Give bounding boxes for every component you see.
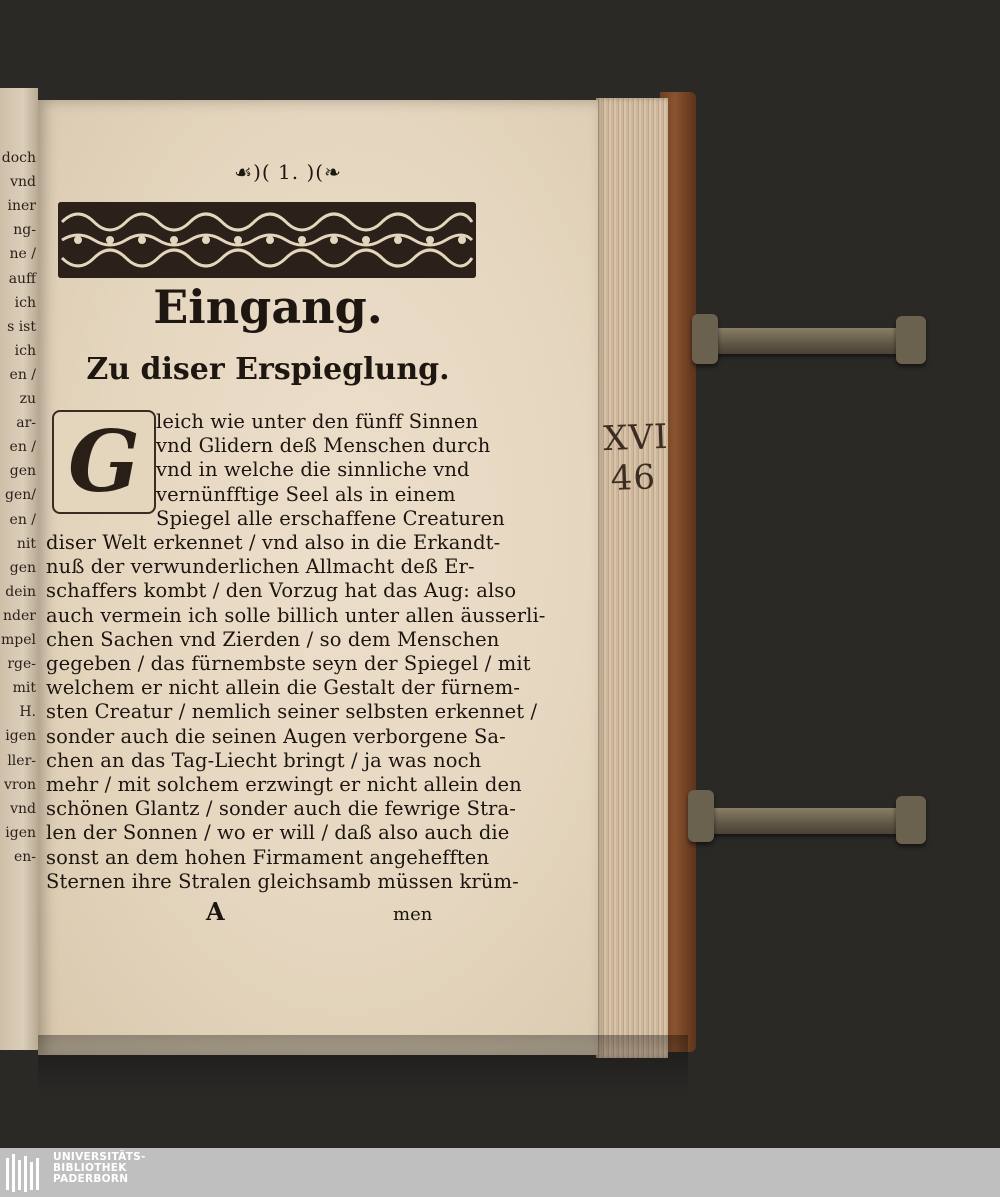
body-line: gegeben / das fürnembste seyn der Spiegel / mit: [46, 652, 531, 675]
clasp-lower: [700, 808, 910, 834]
left-page-text-fragment: ar-: [16, 415, 36, 432]
body-line: auch vermein ich solle billich unter allen äusserli-: [46, 603, 546, 627]
body-line: welchem er nicht allein die Gestalt der fürnem-: [46, 676, 521, 700]
body-line: chen an das Tag-Liecht bringt / ja was noch: [46, 748, 482, 772]
spine-label: [603, 417, 671, 499]
library-name-line-2: BIBLIOTHEK: [53, 1162, 127, 1174]
book-shadow: [38, 1035, 688, 1095]
library-name: [53, 1152, 146, 1185]
body-line: diser Welt erkennet / vnd also in die Erkandt-: [46, 531, 501, 554]
left-page-text-fragment: ne /: [9, 246, 36, 263]
left-page-text-fragment: ng-: [13, 222, 36, 239]
page-number: ☙)( 1. )(❧: [234, 160, 342, 184]
left-page-text-fragment: vron: [3, 776, 36, 793]
left-page-text-fragment: en /: [9, 511, 36, 528]
decorated-initial-letter: G: [68, 412, 140, 511]
left-page-text-fragment: s ist: [7, 318, 36, 335]
body-line: schaffers kombt / den Vorzug hat das Aug: also: [46, 579, 517, 603]
left-page-text-fragment: en /: [9, 439, 36, 456]
left-page-text-fragment: nder: [3, 607, 36, 624]
left-page-text-fragment: igen: [5, 728, 36, 745]
clasp-lower-end: [896, 796, 926, 844]
left-page-text-fragment: vnd: [10, 174, 36, 191]
library-name-line-1: UNIVERSITÄTS-: [53, 1151, 146, 1163]
left-page-text-fragment: en-: [13, 848, 36, 865]
spine-label-line-2: 46: [610, 457, 657, 499]
left-page-text-fragment: vnd: [10, 800, 36, 817]
left-page-text-fragment: ich: [14, 294, 36, 311]
library-logo-icon: [4, 1152, 44, 1194]
left-page-text-fragment: ller-: [7, 752, 36, 769]
left-page-edge: [0, 88, 38, 1050]
ornament-band-pattern: [58, 202, 476, 278]
left-page-text-fragment: gen: [9, 559, 36, 576]
catchword: men: [393, 904, 433, 925]
left-page-text-fragment: H.: [19, 704, 36, 721]
left-page-text-fragment: rge-: [7, 656, 36, 673]
signature-mark: A: [206, 897, 225, 926]
body-line: nuß der verwunderlichen Allmacht deß Er-: [46, 555, 475, 579]
body-line: chen Sachen vnd Zierden / so dem Menschen: [46, 627, 500, 651]
left-page-text-fragment: doch: [1, 150, 36, 166]
spine-label-line-1: XVI: [602, 416, 670, 460]
body-line: leich wie unter den fünff Sinnen: [156, 410, 479, 433]
clasp-upper-hinge: [692, 314, 718, 364]
body-line: sonst an dem hohen Firmament angehefften: [46, 845, 490, 869]
body-line: sten Creatur / nemlich seiner selbsten erkennet /: [46, 700, 538, 724]
body-line: vnd in welche die sinnliche vnd: [156, 458, 470, 482]
clasp-upper: [700, 328, 910, 354]
decorated-initial: [52, 410, 156, 514]
body-line: mehr / mit solchem erzwingt er nicht allein den: [46, 773, 522, 796]
left-page-text-fragment: nit: [16, 535, 36, 552]
body-line: vernünfftige Seel als in einem: [156, 482, 456, 506]
chapter-subheading: Zu diser Erspieglung.: [86, 352, 450, 387]
left-page-text-fragment: ich: [14, 342, 36, 359]
left-page-text-fragment: en /: [9, 366, 36, 383]
left-page-text-fragment: auff: [8, 270, 36, 287]
clasp-lower-hinge: [688, 790, 714, 842]
body-line: len der Sonnen / wo er will / daß also auch die: [46, 821, 510, 845]
right-page: [38, 100, 598, 1055]
clasp-upper-end: [896, 316, 926, 364]
chapter-heading: Eingang.: [153, 280, 383, 334]
left-page-text-fragment: dein: [5, 583, 36, 600]
library-name-line-3: PADERBORN: [53, 1173, 129, 1185]
left-page-text-fragment: igen: [5, 824, 36, 841]
ornament-band: [58, 202, 476, 278]
left-page-text-fragment: gen/: [5, 487, 36, 504]
body-line: Spiegel alle erschaffene Creaturen: [156, 506, 505, 530]
body-line: sonder auch die seinen Augen verborgene Sa-: [46, 724, 506, 748]
left-page-text-fragment: gen: [9, 463, 36, 480]
body-line: vnd Glidern deß Menschen durch: [156, 434, 491, 458]
page-block-fore-edge: [596, 98, 668, 1058]
left-page-text-fragment: mpel: [1, 632, 36, 648]
body-line: Sternen ihre Stralen gleichsamb müssen krüm-: [46, 869, 519, 893]
library-footer: [0, 1148, 1000, 1197]
left-page-text-fragment: iner: [7, 198, 36, 215]
body-line: schönen Glantz / sonder auch die fewrige Stra-: [46, 797, 516, 821]
left-page-text-fragment: zu: [19, 391, 36, 407]
left-page-text-fragment: mit: [12, 680, 36, 697]
